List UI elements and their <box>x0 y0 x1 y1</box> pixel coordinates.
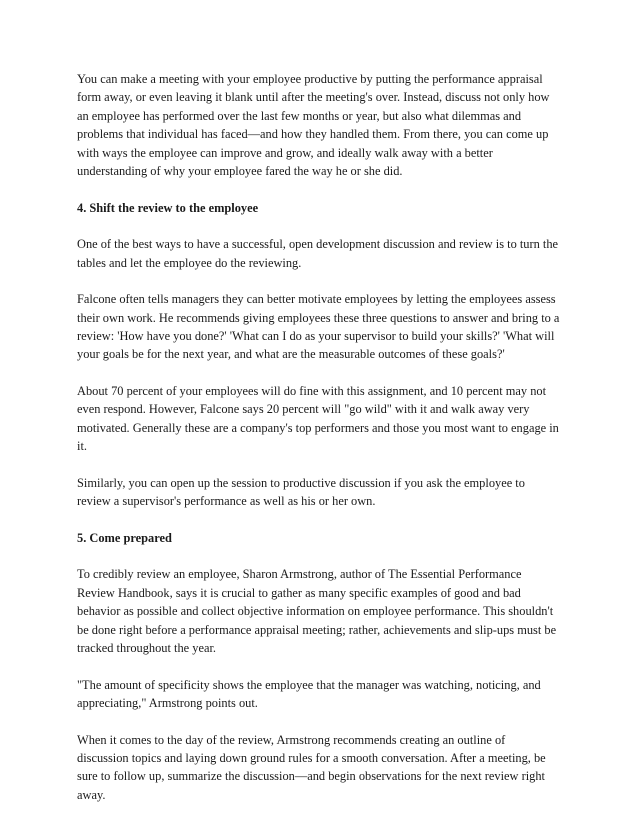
paragraph-similarly <box>77 474 567 511</box>
paragraph-seventy-percent <box>77 382 567 456</box>
text-line: discussion topics and laying down ground rules for a smooth conversation. After a meeting, be <box>77 751 546 766</box>
text-line: tracked throughout the year. <box>77 641 217 656</box>
text-line: To credibly review an employee, Sharon Armstrong, author of The Essential Performance <box>77 567 522 582</box>
paragraph-quote-specificity <box>77 676 567 713</box>
text-line: problems that individual has faced—and how they handled them. From there, you can come up <box>77 127 549 142</box>
text-line: Similarly, you can open up the session to productive discussion if you ask the employee to <box>77 475 525 490</box>
paragraph-credibly-review <box>77 565 567 657</box>
text-line: About 70 percent of your employees will do fine with this assignment, and 10 percent may not <box>77 384 547 399</box>
text-line: Falcone often tells managers they can better motivate employees by letting the employees assess <box>77 292 556 307</box>
paragraph-best-ways <box>77 235 567 272</box>
section-heading-come-prepared: 5. Come prepared <box>77 530 172 545</box>
text-line: their own work. He recommends giving employees these three questions to answer and bring to a <box>77 310 560 325</box>
text-line: motivated. Generally these are a company's top performers and those you most want to engage in <box>77 420 559 435</box>
text-line: tables and let the employee do the reviewing. <box>77 255 302 270</box>
text-line: One of the best ways to have a successful, open development discussion and review is to turn the <box>77 237 559 252</box>
text-line: When it comes to the day of the review, Armstrong recommends creating an outline of <box>77 732 506 747</box>
text-line: be done right before a performance appraisal meeting; rather, achievements and slip-ups must be <box>77 622 557 637</box>
section-heading-shift-review: 4. Shift the review to the employee <box>77 200 259 215</box>
text-line: Review Handbook, says it is crucial to gather as many specific examples of good and bad <box>77 585 521 600</box>
text-line: form away, or even leaving it blank until after the meeting's over. Instead, discuss not only how <box>77 90 550 105</box>
text-line: an employee has performed over the last few months or year, but also what dilemmas and <box>77 108 522 123</box>
text-line: review a supervisor's performance as well as his or her own. <box>77 494 376 509</box>
paragraph-meeting-productive <box>77 70 567 180</box>
text-line: even respond. However, Falcone says 20 percent will "go wild" with it and walk away very <box>77 402 530 417</box>
text-line: appreciating," Armstrong points out. <box>77 696 258 711</box>
text-line: "The amount of specificity shows the employee that the manager was watching, noticing, and <box>77 677 541 692</box>
text-line: You can make a meeting with your employee productive by putting the performance appraisal <box>77 72 543 86</box>
text-line: away. <box>77 787 106 802</box>
text-line: behavior as possible and collect objective information on employee performance. This shouldn't <box>77 604 554 619</box>
text-line: review: 'How have you done?' 'What can I do as your supervisor to build your skills?' 'What will <box>77 329 555 344</box>
text-line: with ways the employee can improve and grow, and ideally walk away with a better <box>77 145 493 160</box>
text-line: sure to follow up, summarize the discussion—and begin observations for the next review right <box>77 769 545 784</box>
text-line: understanding of why your employee fared the way he or she did. <box>77 164 403 179</box>
document-body <box>77 70 567 822</box>
text-line: it. <box>77 439 87 454</box>
text-line: your goals be for the next year, and what are the measurable outcomes of these goals?' <box>77 347 505 362</box>
paragraph-day-of-review <box>77 731 567 805</box>
paragraph-falcone-questions <box>77 290 567 364</box>
